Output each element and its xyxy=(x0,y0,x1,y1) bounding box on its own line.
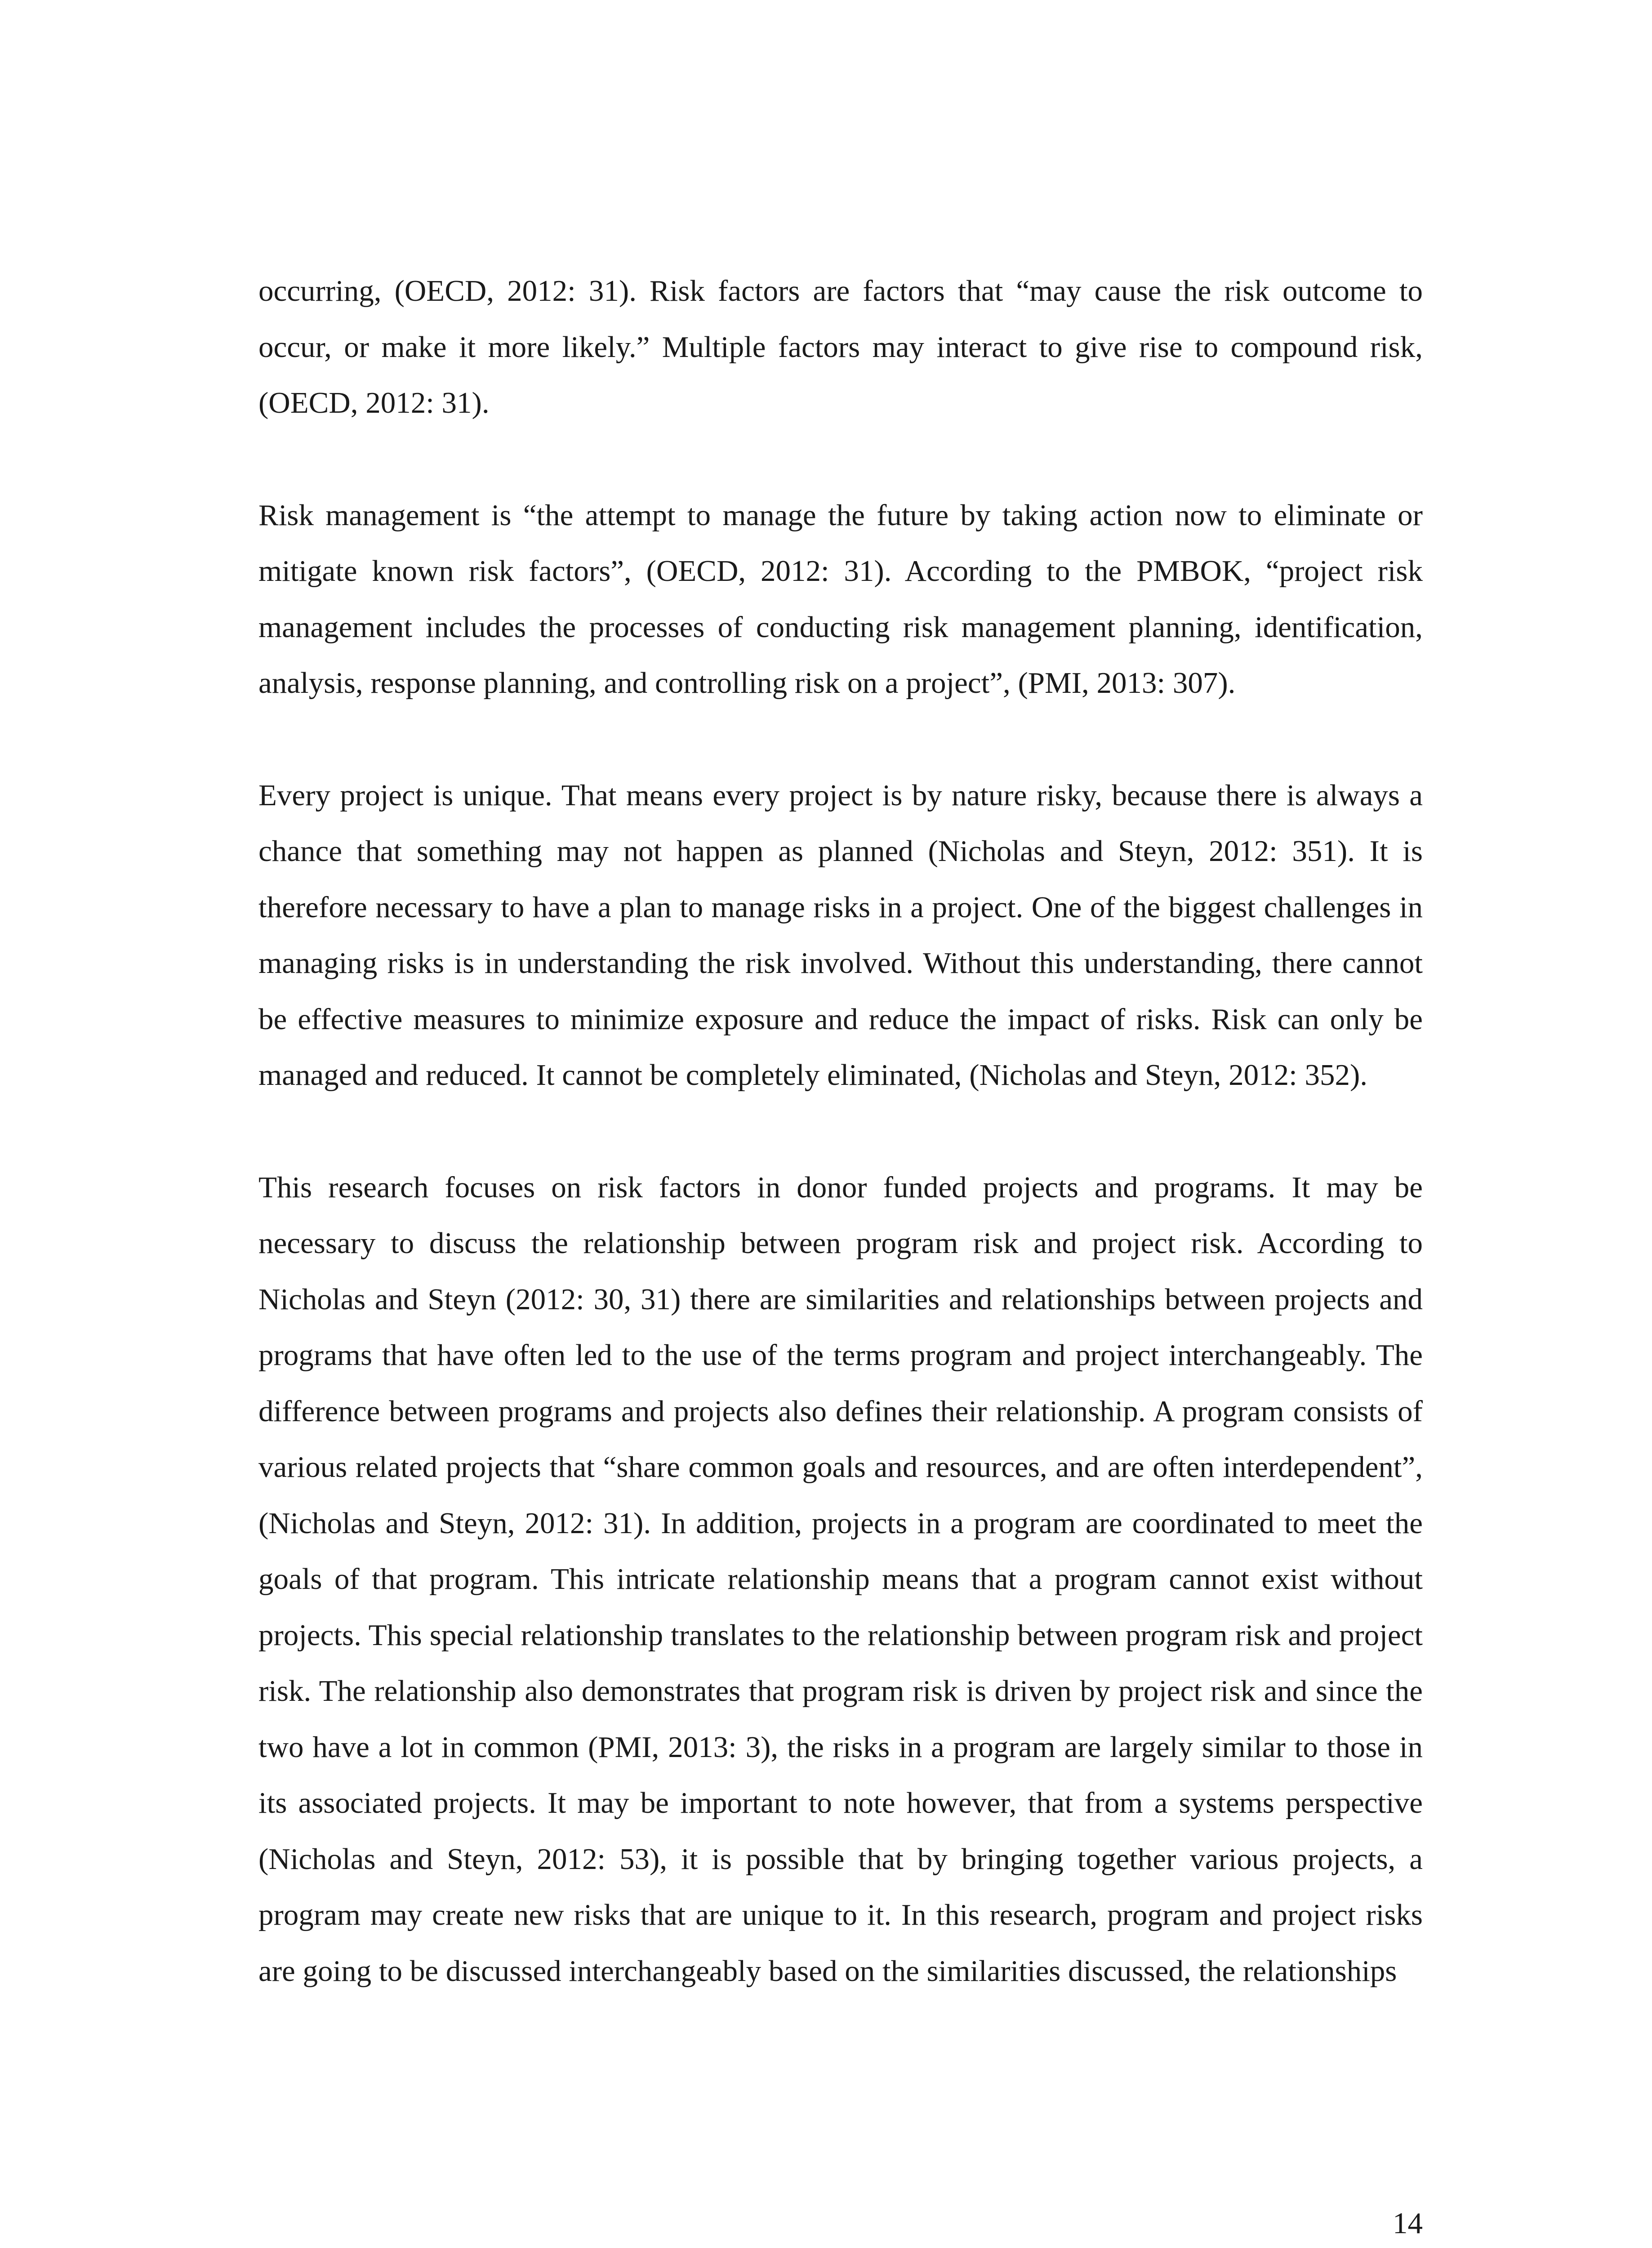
paragraph-risk-factors: occurring, (OECD, 2012: 31). Risk factors are factors that “may cause the risk outcome to occur, or make it more likely.” Multiple factors may interact to give rise to compound risk, (OECD, 2012: 31). xyxy=(258,274,1423,419)
paragraph-risk-management: Risk management is “the attempt to manage the future by taking action now to eliminate or mitigate known risk factors”, (OECD, 2012: 31). According to the PMBOK, “project risk management includes the processes of conducting risk management planning, identification, analysis, response planning, and controlling risk on a project”, (PMI, 2013: 307). xyxy=(258,498,1423,700)
page-number: 14 xyxy=(1393,2207,1423,2240)
paragraph-project-uniqueness: Every project is unique. That means every project is by nature risky, because there is always a chance that something may not happen as planned (Nicholas and Steyn, 2012: 351). It is therefore necessary to have a plan to manage risks in a project. One of the biggest challenges in managing risks is in understanding the risk involved. Without this understanding, there cannot be effective measures to minimize exposure and reduce the impact of risks. Risk can only be managed and reduced. It cannot be completely eliminated, (Nicholas and Steyn, 2012: 352). xyxy=(258,778,1423,1092)
paragraph-program-project-risk: This research focuses on risk factors in donor funded projects and programs. It may be necessary to discuss the relationship between program risk and project risk. According to Nicholas and Steyn (2012: 30, 31) there are similarities and relationships between projects and programs that have often led to the use of the terms program and project interchangeably. The difference between programs and projects also defines their relationship. A program consists of various related projects that “share common goals and resources, and are often interdependent”, (Nicholas and Steyn, 2012: 31). In addition, projects in a program are coordinated to meet the goals of that program. This intricate relationship means that a program cannot exist without projects. This special relationship translates to the relationship between program risk and project risk. The relationship also demonstrates that program risk is driven by project risk and since the two have a lot in common (PMI, 2013: 3), the risks in a program are largely similar to those in its associated projects. It may be important to note however, that from a systems perspective (Nicholas and Steyn, 2012: 53), it is possible that by bringing together various projects, a program may create new risks that are unique to it. In this research, program and project risks are going to be discussed interchangeably based on the similarities discussed, the relationships xyxy=(258,1170,1423,1988)
body-text xyxy=(258,263,1423,2055)
